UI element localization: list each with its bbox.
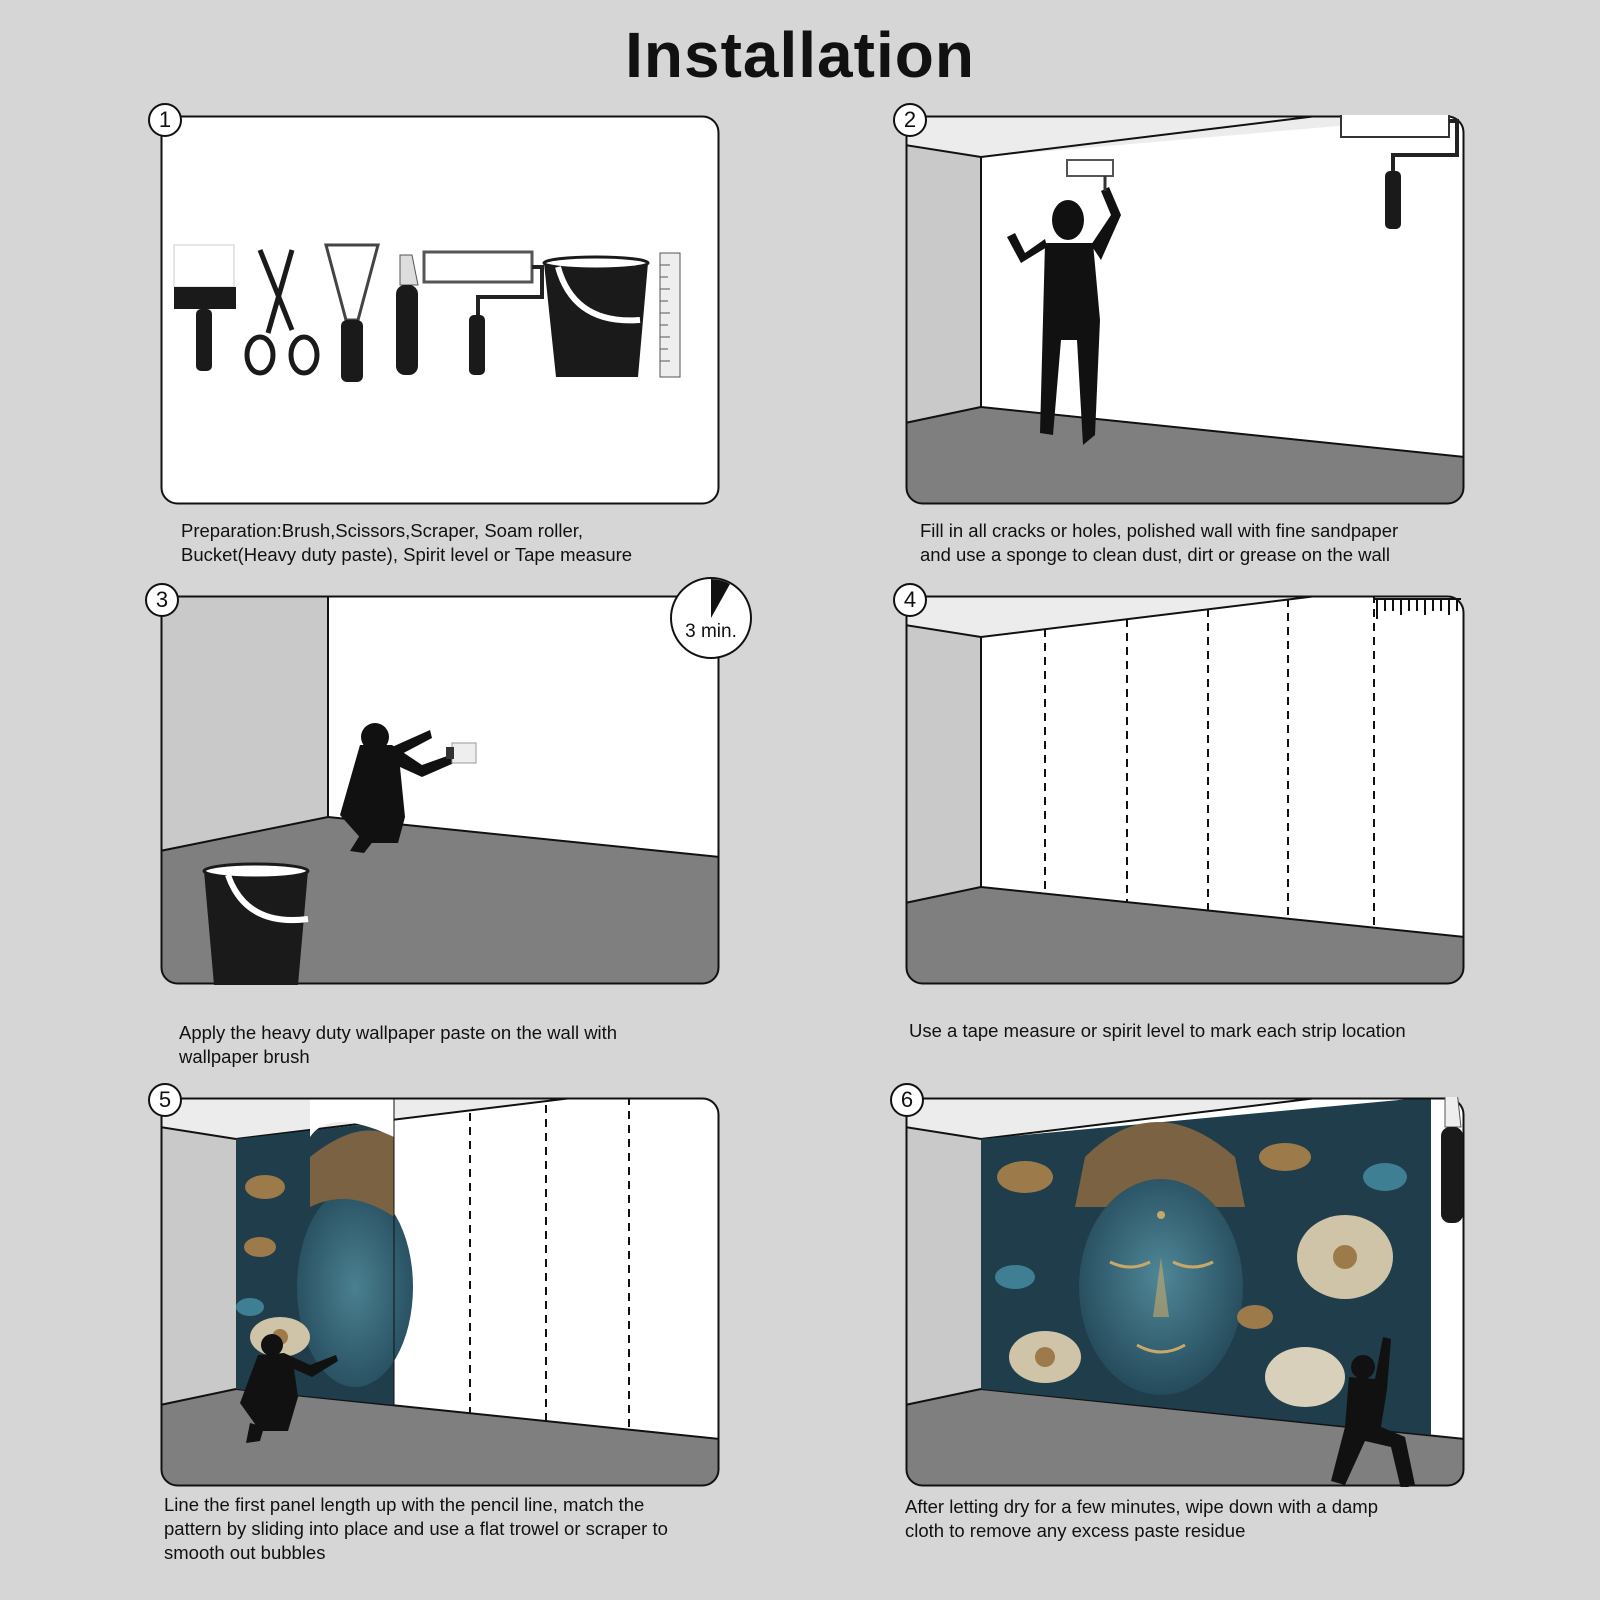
step-caption: Apply the heavy duty wallpaper paste on the wall with wallpaper brush [179, 1022, 618, 1067]
step-caption: Use a tape measure or spirit level to mark each strip location [909, 1020, 1406, 1041]
step-1 [158, 107, 880, 595]
step-6-illustration [905, 1097, 1465, 1487]
step-number: 5 [148, 1083, 182, 1117]
step-number: 6 [890, 1083, 924, 1117]
page-title: Installation [625, 19, 975, 91]
step-number: 2 [893, 103, 927, 137]
step-4 [903, 587, 1600, 1075]
step-number: 4 [893, 583, 927, 617]
step-caption: Preparation:Brush,Scissors,Scraper, Soam roller, Bucket(Heavy duty paste), Spirit level or Tape measure [181, 520, 633, 565]
step-caption: Line the first panel length up with the pencil line, match the pattern by sliding into place and use a flat trowel or scraper to smooth out bubbles [164, 1494, 668, 1563]
bucket-icon [202, 861, 316, 994]
step-number: 1 [148, 103, 182, 137]
step-6 [900, 1087, 1600, 1577]
timer-label: 3 min. [685, 621, 737, 642]
step-3 [155, 587, 880, 1075]
ruler-icon [660, 253, 680, 377]
clock-icon [670, 577, 752, 659]
step-number: 3 [145, 583, 179, 617]
step-caption: Fill in all cracks or holes, polished wall with fine sandpaper and use a sponge to clean dust, dirt or grease on the wall [920, 520, 1399, 565]
bucket-icon [544, 257, 648, 377]
step-2-illustration [905, 115, 1465, 505]
step-4-illustration [905, 595, 1465, 985]
step-5-illustration [160, 1097, 720, 1487]
step-5 [158, 1087, 880, 1577]
step-2 [903, 107, 1600, 595]
step-1-illustration [160, 115, 720, 505]
step-caption: After letting dry for a few minutes, wipe down with a damp cloth to remove any excess paste residue [905, 1496, 1378, 1541]
